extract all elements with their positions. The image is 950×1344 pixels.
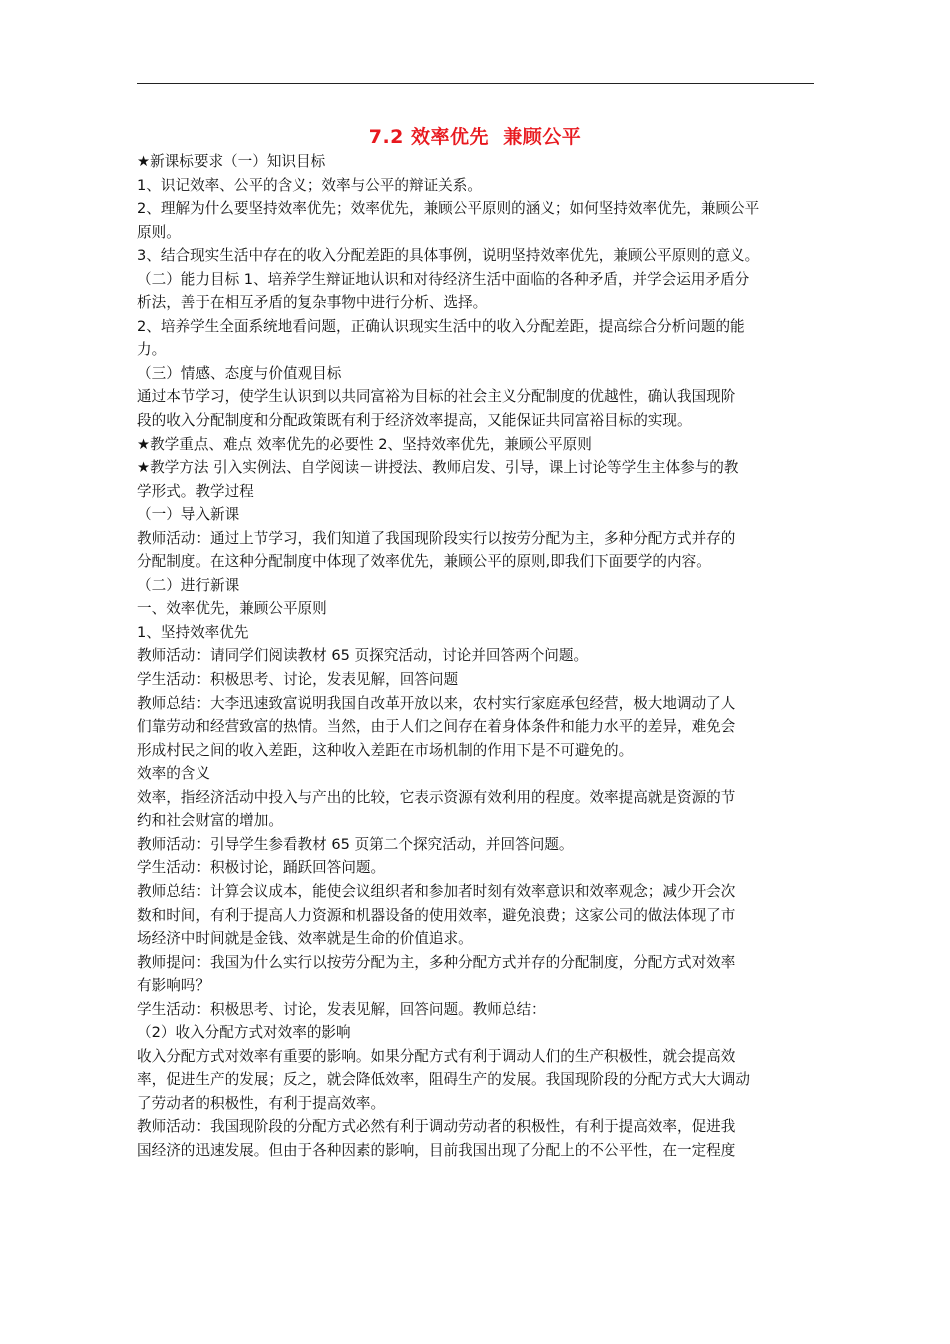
text-line: 原则。 bbox=[137, 223, 181, 241]
text-line: 约和社会财富的增加。 bbox=[137, 812, 283, 830]
text-line: 率，促进生产的发展；反之，就会降低效率，阻碍生产的发展。我国现阶段的分配方式大大调动 bbox=[137, 1071, 750, 1089]
text-line: 学生活动：积极讨论，踊跃回答问题。 bbox=[137, 859, 386, 877]
text-line: ★新课标要求（一）知识目标 bbox=[137, 153, 326, 170]
text-line: （二）能力目标 1、培养学生辩证地认识和对待经济生活中面临的各种矛盾，并学会运用矛盾分 bbox=[137, 270, 750, 288]
text-line: 学形式。教学过程 bbox=[137, 482, 254, 500]
text-line: 数和时间，有利于提高人力资源和机器设备的使用效率，避免浪费；这家公司的做法体现了市 bbox=[137, 906, 736, 924]
text-line: 效率，指经济活动中投入与产出的比较，它表示资源有效利用的程度。效率提高就是资源的节 bbox=[137, 788, 736, 806]
text-line: 教师活动：请同学们阅读教材 65 页探究活动，讨论并回答两个问题。 bbox=[137, 647, 589, 665]
text-line: 有影响吗？ bbox=[137, 977, 210, 995]
text-line: 效率的含义 bbox=[137, 765, 210, 783]
text-line: 教师总结：计算会议成本，能使会议组织者和参加者时刻有效率意识和效率观念；减少开会次 bbox=[137, 882, 736, 900]
text-line: 2、培养学生全面系统地看问题，正确认识现实生活中的收入分配差距，提高综合分析问题的能 bbox=[137, 317, 745, 335]
text-line: 一、效率优先，兼顾公平原则 bbox=[137, 600, 327, 618]
text-line: ★教学重点、难点 效率优先的必要性 2、坚持效率优先，兼顾公平原则 bbox=[137, 435, 592, 453]
text-line: 教师活动：引导学生参看教材 65 页第二个探究活动，并回答问题。 bbox=[137, 835, 574, 853]
text-line: （三）情感、态度与价值观目标 bbox=[137, 364, 342, 382]
document-body bbox=[137, 150, 817, 1163]
text-line: 分配制度。在这种分配制度中体现了效率优先，兼顾公平的原则,即我们下面要学的内容。 bbox=[137, 553, 711, 571]
text-line: 析法，善于在相互矛盾的复杂事物中进行分析、选择。 bbox=[137, 294, 488, 312]
text-line: 教师活动：我国现阶段的分配方式必然有利于调动劳动者的积极性，有利于提高效率，促进我 bbox=[137, 1118, 736, 1136]
text-line: 们靠劳动和经营致富的热情。当然，由于人们之间存在着身体条件和能力水平的差异，难免会 bbox=[137, 718, 736, 736]
header-rule bbox=[137, 83, 814, 84]
text-line: 收入分配方式对效率有重要的影响。如果分配方式有利于调动人们的生产积极性，就会提高效 bbox=[137, 1047, 736, 1065]
text-line: 形成村民之间的收入差距，这种收入差距在市场机制的作用下是不可避免的。 bbox=[137, 741, 634, 759]
text-line: 通过本节学习，使学生认识到以共同富裕为目标的社会主义分配制度的优越性，确认我国现阶 bbox=[137, 388, 736, 406]
text-line: 力。 bbox=[137, 341, 167, 359]
text-line: （二）进行新课 bbox=[137, 576, 240, 594]
text-line: 教师活动：通过上节学习，我们知道了我国现阶段实行以按劳分配为主，多种分配方式并存的 bbox=[137, 529, 736, 547]
text-line: （一）导入新课 bbox=[137, 506, 240, 524]
text-line: 3、结合现实生活中存在的收入分配差距的具体事例，说明坚持效率优先，兼顾公平原则的意义。 bbox=[137, 247, 760, 265]
text-line: 了劳动者的积极性，有利于提高效率。 bbox=[137, 1094, 386, 1112]
text-line: 教师提问：我国为什么实行以按劳分配为主，多种分配方式并存的分配制度，分配方式对效率 bbox=[137, 953, 736, 971]
text-line: 学生活动：积极思考、讨论，发表见解，回答问题 bbox=[137, 671, 459, 689]
text-line: （2）收入分配方式对效率的影响 bbox=[137, 1024, 351, 1042]
text-line: 教师总结：大李迅速致富说明我国自改革开放以来，农村实行家庭承包经营，极大地调动了人 bbox=[137, 694, 736, 712]
text-line: 段的收入分配制度和分配政策既有利于经济效率提高，又能保证共同富裕目标的实现。 bbox=[137, 412, 692, 430]
text-line: 学生活动：积极思考、讨论，发表见解，回答问题。教师总结： bbox=[137, 1000, 546, 1018]
text-line: ★教学方法 引入实例法、自学阅读－讲授法、教师启发、引导，课上讨论等学生主体参与的教 bbox=[137, 459, 739, 477]
document-title: 7.2 效率优先 兼顾公平 bbox=[368, 126, 582, 148]
text-line: 国经济的迅速发展。但由于各种因素的影响，目前我国出现了分配上的不公平性，在一定程度 bbox=[137, 1141, 736, 1159]
text-line: 场经济中时间就是金钱、效率就是生命的价值追求。 bbox=[137, 930, 473, 948]
text-line: 2、理解为什么要坚持效率优先；效率优先，兼顾公平原则的涵义；如何坚持效率优先，兼顾公平 bbox=[137, 200, 760, 218]
text-line: 1、坚持效率优先 bbox=[137, 623, 249, 641]
text-line: 1、识记效率、公平的含义；效率与公平的辩证关系。 bbox=[137, 176, 482, 194]
